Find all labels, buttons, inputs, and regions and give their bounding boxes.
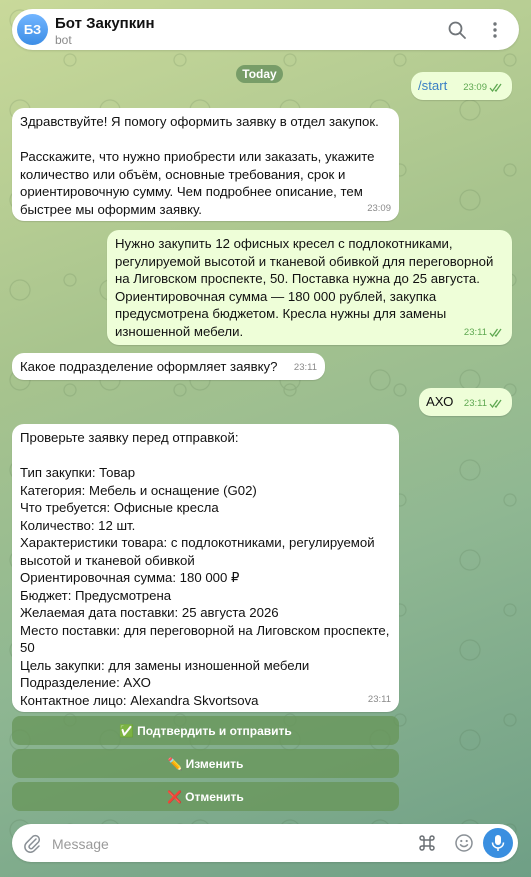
message-time: 23:11 bbox=[463, 397, 487, 409]
message-composer[interactable] bbox=[12, 824, 518, 862]
message-time: 23:11 bbox=[463, 326, 487, 338]
button-label: Изменить bbox=[185, 756, 244, 771]
message-outgoing[interactable] bbox=[411, 72, 512, 100]
chat-header[interactable] bbox=[12, 9, 519, 50]
message-meta bbox=[463, 79, 504, 97]
message-text: Нужно закупить 12 офисных кресел с подлокотниками, регулируемой высотой и тканевой обивкой для переговорной на Лиговском проспекте, 50. Поставка нужна до 25 августа. Ориентировочная сумма — 180 000 рублей, закупка предусмотрена бюджетом. Кресла нужны для замены изношенной мебели. bbox=[115, 236, 497, 339]
read-ticks-icon bbox=[489, 328, 504, 337]
message-text: Проверьте заявку перед отправкой: Тип закупки: Товар Категория: Мебель и оснащение (G02) Что требуется: Офисные кресла Количество: 12 шт. Характеристики товара: с подлокотниками, регулируемой высотой и тканевой обивкой Ориентировочная сумма: 180 000 ₽ Бюджет: Предусмотрена Желаемая дата поставки: 25 августа 2026 Место поставки: для переговорной на Лиговском проспекте, 50 Цель закупки: для замены изношенной мебели Подразделение: АХО Контактное лицо: Alexandra Skvortsova bbox=[20, 430, 390, 708]
message-incoming[interactable] bbox=[12, 108, 399, 221]
message-text: Здравствуйте! Я помогу оформить заявку в отдел закупок. Расскажите, что нужно приобрести или заказать, укажите количество или объём, основные требования, срок и ориентировочную сумму. Чем подробнее описание, тем быстрее мы оформим заявку. bbox=[20, 114, 379, 217]
command-icon[interactable] bbox=[417, 833, 437, 853]
emoji-icon[interactable] bbox=[454, 833, 474, 853]
date-separator: Today bbox=[236, 65, 283, 83]
message-meta bbox=[367, 200, 391, 218]
message-meta bbox=[294, 359, 317, 377]
chat-subtitle: bot bbox=[55, 33, 72, 47]
confirm-send-button[interactable] bbox=[12, 716, 399, 745]
pencil-icon: ✏️ bbox=[167, 756, 183, 771]
check-icon: ✅ bbox=[119, 723, 135, 738]
button-label: Подтвердить и отправить bbox=[137, 723, 292, 738]
cross-icon: ❌ bbox=[167, 789, 183, 804]
message-outgoing[interactable] bbox=[107, 230, 512, 345]
more-vertical-icon[interactable] bbox=[485, 20, 505, 40]
message-incoming[interactable] bbox=[12, 424, 399, 712]
message-text: АХО bbox=[426, 394, 454, 409]
message-time: 23:09 bbox=[463, 81, 487, 93]
message-input[interactable] bbox=[50, 833, 404, 855]
edit-button[interactable] bbox=[12, 749, 399, 778]
attach-icon[interactable] bbox=[22, 833, 42, 853]
read-ticks-icon bbox=[489, 83, 504, 92]
message-meta bbox=[464, 395, 504, 413]
avatar[interactable]: БЗ bbox=[17, 14, 48, 45]
message-meta bbox=[464, 324, 504, 342]
message-time: 23:11 bbox=[367, 693, 391, 705]
chat-title: Бот Закупкин bbox=[55, 15, 155, 32]
message-outgoing[interactable] bbox=[419, 388, 512, 416]
button-label: Отменить bbox=[185, 789, 244, 804]
microphone-button[interactable] bbox=[483, 828, 513, 858]
message-text: Какое подразделение оформляет заявку? bbox=[20, 359, 278, 374]
search-icon[interactable] bbox=[447, 20, 467, 40]
message-incoming[interactable] bbox=[12, 353, 325, 380]
message-time: 23:11 bbox=[293, 361, 317, 373]
cancel-button[interactable] bbox=[12, 782, 399, 811]
message-time: 23:09 bbox=[367, 202, 391, 214]
message-meta bbox=[368, 691, 391, 709]
read-ticks-icon bbox=[489, 399, 504, 408]
microphone-icon bbox=[490, 834, 506, 852]
message-text[interactable]: /start bbox=[418, 78, 448, 93]
